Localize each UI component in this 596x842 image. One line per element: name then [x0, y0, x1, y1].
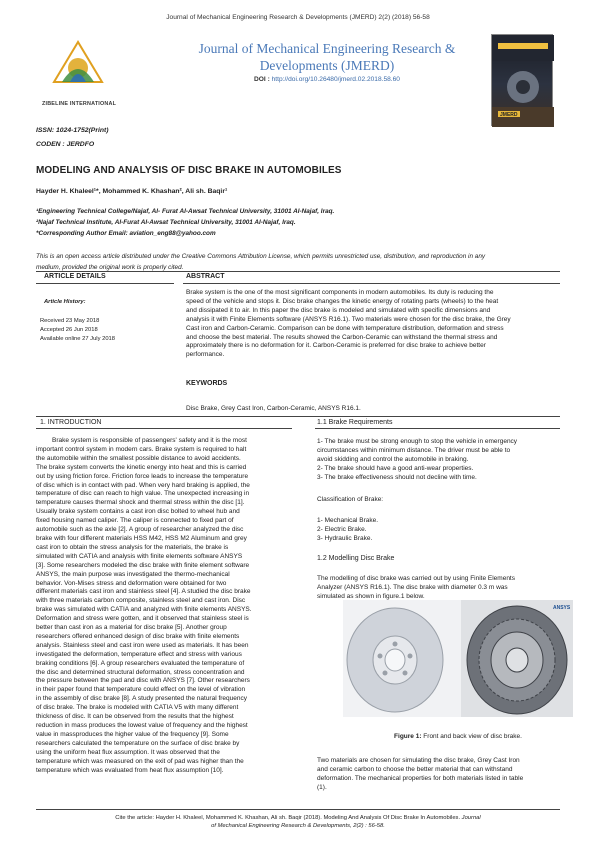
citation-line-2: of Mechanical Engineering Research & Developments, 2(2) : 56-58.: [211, 823, 385, 830]
abstract-line: and choose the best material. The results showed the Carbon-Ceramic can withstand the thermal stress and: [186, 333, 498, 341]
ansys-tag: ANSYS: [553, 605, 571, 611]
requirement-line: 2- The brake should have a good anti-wear properties.: [317, 464, 474, 472]
intro-line: of disc which is in contact with pad. When very hard braking is applied, the: [36, 481, 250, 489]
affiliation-2: ²Najaf Technical Institute, Al-Furat Al-Awsat Technical University, 31001 Al-Najaf, Iraq.: [36, 219, 296, 226]
doi-link[interactable]: http://doi.org/10.26480/jmerd.02.2018.58.60: [271, 76, 400, 83]
abstract-line: analysis it with Finite Elements software (ANSYS R16.1). Two materials were chosen for the disc brake, the Grey: [186, 315, 511, 323]
accepted-date: Accepted 26 Jun 2018: [40, 327, 98, 333]
modelling-line: Analyzer (ANSYS R16.1). The disc brake with diameter 0.3 m was: [317, 583, 508, 591]
modelling-heading: 1.2 Modelling Disc Brake: [317, 555, 395, 562]
doi-line: [174, 76, 480, 83]
publisher-name: ZIBELINE INTERNATIONAL: [42, 101, 117, 107]
abstract-line: speed of the vehicle and stops it. Disc brake changes the kinetic energy of rotating parts (wheels) to the heat: [186, 297, 499, 305]
intro-line: value in massproduces the higher value of the frequency [9]. Some: [36, 730, 229, 738]
citation-footer: [60, 814, 536, 831]
journal-cover-image: [491, 34, 553, 126]
running-header: Journal of Mechanical Engineering Research & Developments (JMERD) 2(2) (2018) 56-58: [166, 14, 430, 21]
intro-heading: 1. INTRODUCTION: [40, 419, 102, 426]
intro-line: researchers offered enhanced design of disc brake with finite elements: [36, 632, 240, 640]
authors: Hayder H. Khaleel¹*, Mohammed K. Khashan², Ali sh. Baqir¹: [36, 188, 228, 195]
intro-line: Deformation and stress were gotten, and it observed that stainless steel is: [36, 615, 249, 623]
intro-line: the automobile within the smallest possible distance to avoid accidents.: [36, 454, 241, 462]
intro-line: behavior. Von-Mises stress and deformation were obtained for two: [36, 579, 227, 587]
modelling-line: simulated as shown in figure.1 below.: [317, 592, 425, 600]
intro-line: thickness of disc. It can be observed from the results that the highest: [36, 713, 234, 721]
intro-line: analysis. Stainless steel and cast iron were used as materials. It has been: [36, 641, 249, 649]
journal-title: Journal of Mechanical Engineering Research & Developments (JMERD): [198, 41, 456, 73]
intro-line: temperature which was evaluated from heat flux assumption [10].: [36, 766, 224, 774]
materials-line: deformation. The mechanical properties for both materials listed in table: [317, 774, 524, 782]
requirement-line: 3- The brake effectiveness should not decline with time.: [317, 473, 477, 481]
intro-text: [36, 437, 292, 775]
intro-line: automobile such as the axle [2]. A group of researcher analyzed the disc: [36, 526, 244, 534]
modelling-line: The modelling of disc brake was carried out by using Finite Elements: [317, 575, 515, 582]
disc-brake-render: [343, 600, 573, 717]
intro-line: cast iron to obtain the stress analysis for the materials, the brake is: [36, 543, 229, 551]
class-item: 2- Electric Brake.: [317, 526, 367, 533]
intro-line: [3]. Some researchers modeled the disc brake with finite element software: [36, 561, 250, 569]
intro-line: the disc and determined structural deformation, stress concentration and: [36, 668, 245, 676]
figure-caption: [343, 733, 573, 742]
intro-line: reduction in mass produces the lowest value of frequency and the highest: [36, 722, 248, 729]
keywords-heading: KEYWORDS: [186, 380, 228, 387]
intro-line: better than cast iron as a material for disc brake [5]. Another group: [36, 624, 227, 632]
footer-rule: [36, 809, 560, 810]
materials-text: [317, 757, 560, 793]
requirement-line: avoid skidding and control the automobile in braking.: [317, 455, 469, 463]
abstract-text: [186, 289, 560, 360]
abstract-line: and dissipated it to air. In this paper the disc brake is modeled and simulated with specific dimensions and: [186, 306, 491, 314]
intro-line: braking conditions [6]. A group researchers evaluated the temperature of: [36, 659, 245, 667]
abstract-heading: ABSTRACT: [186, 273, 225, 280]
intro-line: using the uniform heat flux assumption. It was observed that the: [36, 748, 220, 756]
intro-line: with three materials carbon composite, stainless steel and cast iron. Disc: [36, 597, 246, 605]
class-item: 1- Mechanical Brake.: [317, 517, 379, 524]
requirement-line: 1- The brake must be strong enough to stop the vehicle in emergency: [317, 438, 518, 445]
license-statement: This is an open access article distributed under the Creative Commons Attribution License, which permits unrestricted use, distribution, and reproduction in any medium, provided the original work is properly cited.: [36, 253, 486, 271]
online-date: Available online 27 July 2018: [40, 336, 115, 342]
paper-title: MODELING AND ANALYSIS OF DISC BRAKE IN AUTOMOBILES: [36, 165, 342, 176]
intro-line: of disc brake. The brake is modeled with CATIA V5 with many different: [36, 704, 239, 712]
intro-line: The brake system converts the kinetic energy into heat and this is carried: [36, 463, 247, 471]
rule-req-head: [315, 428, 560, 429]
abstract-line: approximately there is no deformation for it. Carbon-Ceramic is preferred for disc brake to achieve better: [186, 342, 486, 350]
intro-line: Usually brake system contains a cast iron disc bolted to wheel hub and: [36, 508, 240, 516]
keywords-text: Disc Brake, Grey Cast Iron, Carbon-Ceramic, ANSYS R16.1.: [186, 405, 361, 412]
intro-line: temperature causes thermal shock and thermal stress within the disc [1].: [36, 499, 245, 507]
corresponding-author: *Corresponding Author Email: aviation_eng88@yahoo.com: [36, 230, 216, 237]
article-details-heading: ARTICLE DETAILS: [44, 273, 106, 280]
requirements-heading: 1.1 Brake Requirements: [317, 419, 393, 426]
cover-badge: JMERD: [500, 112, 518, 118]
class-item: 3- Hydraulic Brake.: [317, 535, 373, 542]
publisher-logo: [40, 36, 116, 98]
intro-line: important control system in modern cars. Brake system is required to halt: [36, 445, 247, 453]
intro-line: ANSYS, the main purpose was investigated the thermo-mechanical: [36, 570, 230, 578]
requirements-text: [317, 438, 560, 483]
intro-line: fixed housing named caliper. The caliper is connected to fixed part of: [36, 517, 234, 525]
figure-caption-label: Figure 1:: [394, 733, 422, 740]
abstract-line: Cast iron and Carbon-Ceramic. Comparison can be done with temperature distribution, deformation and stress: [186, 324, 504, 332]
rule-bottom: [36, 416, 560, 417]
affiliation-1: ¹Engineering Technical College/Najaf, Al- Furat Al-Awsat Technical University, 31001 Al-Najaf, Iraq.: [36, 208, 335, 215]
intro-line: Brake system is responsible of passengers' safety and it is the most: [52, 437, 247, 444]
rule-details-head: [36, 283, 174, 284]
abstract-line: performance.: [186, 351, 225, 359]
materials-line: and ceramic carbon to choose the better material that can withstand: [317, 765, 513, 773]
figure-caption-text: Front and back view of disc brake.: [421, 733, 522, 740]
rule-top: [36, 271, 560, 272]
intro-line: in their paper found that temperature could effect on the level of vibration: [36, 686, 246, 694]
requirement-line: circumstances within minimum distance. The driver must be able to: [317, 446, 511, 454]
intro-line: the pressure between the pad and disc with ANSYS [7]. Other researchers: [36, 677, 250, 685]
materials-line: Two materials are chosen for simulating the disc brake, Grey Cast Iron: [317, 757, 520, 764]
intro-line: researchers calculated the temperature on the surface of disc brake by: [36, 739, 240, 747]
abstract-line: Brake system is the one of the most significant components in modern automobiles. Its duty is reducing the: [186, 289, 494, 296]
intro-line: simulated with CATIA and analysis with finite elements software ANSYS: [36, 552, 243, 560]
intro-line: investigated the deformation, temperature effect and stress with various: [36, 650, 242, 658]
intro-line: different materials cast iron and stainless steel [4]. A studied the disc brake: [36, 588, 251, 596]
article-history-label: Article History:: [44, 299, 86, 305]
intro-line: in the assembly of disc brake [8]. A study presented the natural frequency: [36, 695, 248, 703]
rule-abstract-head: [183, 283, 560, 284]
classification-label: Classification of Brake:: [317, 496, 384, 503]
intro-line: temperature of disc can reach to high value. The unexpected increasing in: [36, 490, 250, 498]
citation-line-1: Cite the article: Hayder H. Khaleel, Mohammed K. Khashan, Ali sh. Baqir (2018). Modeling And Analysis Of Disc Brake In Automobiles.: [115, 815, 461, 821]
intro-line: brake with four different materials HSS M42, HSS M2 Aluminum and grey: [36, 534, 247, 542]
doi-label: DOI :: [254, 76, 270, 83]
received-date: Received 23 May 2018: [40, 318, 100, 324]
modelling-text: [317, 575, 560, 602]
intro-line: out by using friction force. Friction force leads to increase the temperature: [36, 472, 249, 480]
citation-journal-start: Journal: [460, 815, 481, 821]
issn: ISSN: 1024-1752(Print): [36, 127, 109, 134]
intro-line: brake was simulated with CATIA and analyzed with finite elements ANSYS.: [36, 606, 252, 614]
rule-intro-head: [36, 428, 292, 429]
intro-line: temperature which was measured on the exit of pad was higher than the: [36, 757, 244, 765]
materials-line: (1).: [317, 783, 327, 791]
figure-disc-brake: [343, 600, 573, 717]
coden: CODEN : JERDFO: [36, 141, 95, 148]
